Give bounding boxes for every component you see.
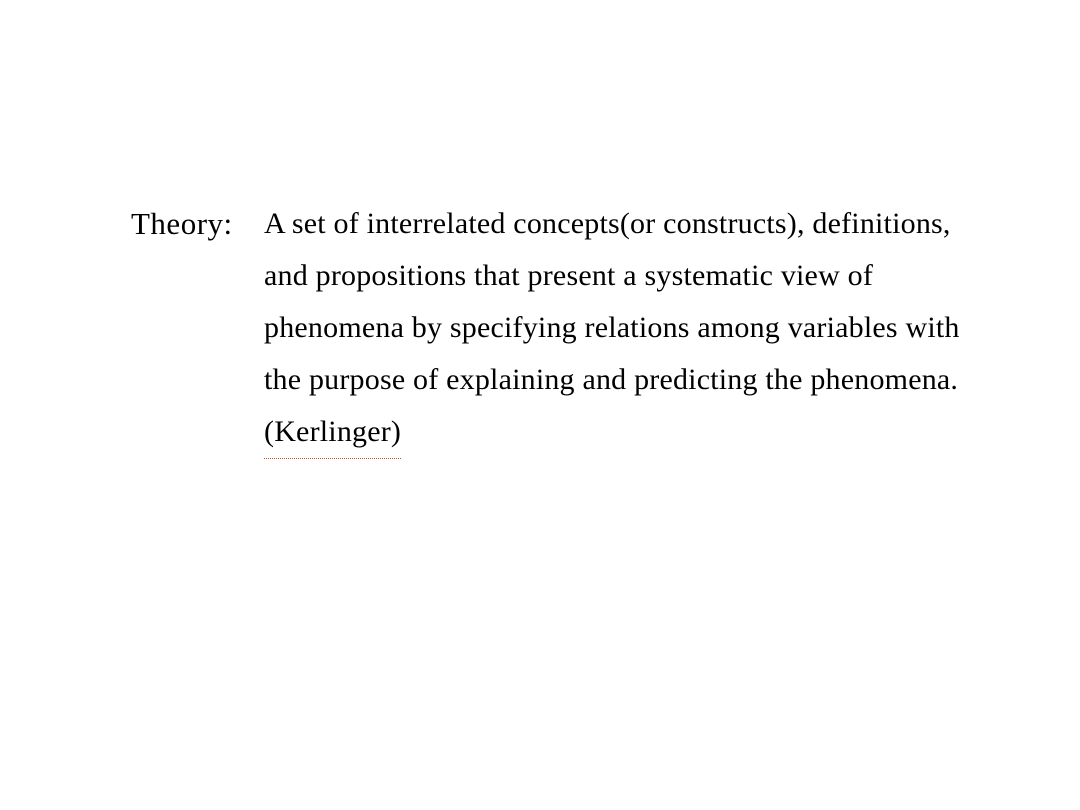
definition-text <box>264 198 1001 459</box>
definition-line-1: A set of interrelated concepts(or constructs), definitions, <box>264 207 951 240</box>
definition-line-4: the purpose of explaining and predicting the phenomena. <box>264 363 959 396</box>
definition-line-2: and propositions that present a systematic view of <box>264 259 874 292</box>
definition-line-3: phenomena by specifying relations among variables with <box>264 311 960 344</box>
definition-line-5 <box>264 406 1001 459</box>
attribution-text: (Kerlinger) <box>264 406 401 459</box>
definition-block <box>131 198 1001 459</box>
term-label: Theory: <box>131 206 233 241</box>
